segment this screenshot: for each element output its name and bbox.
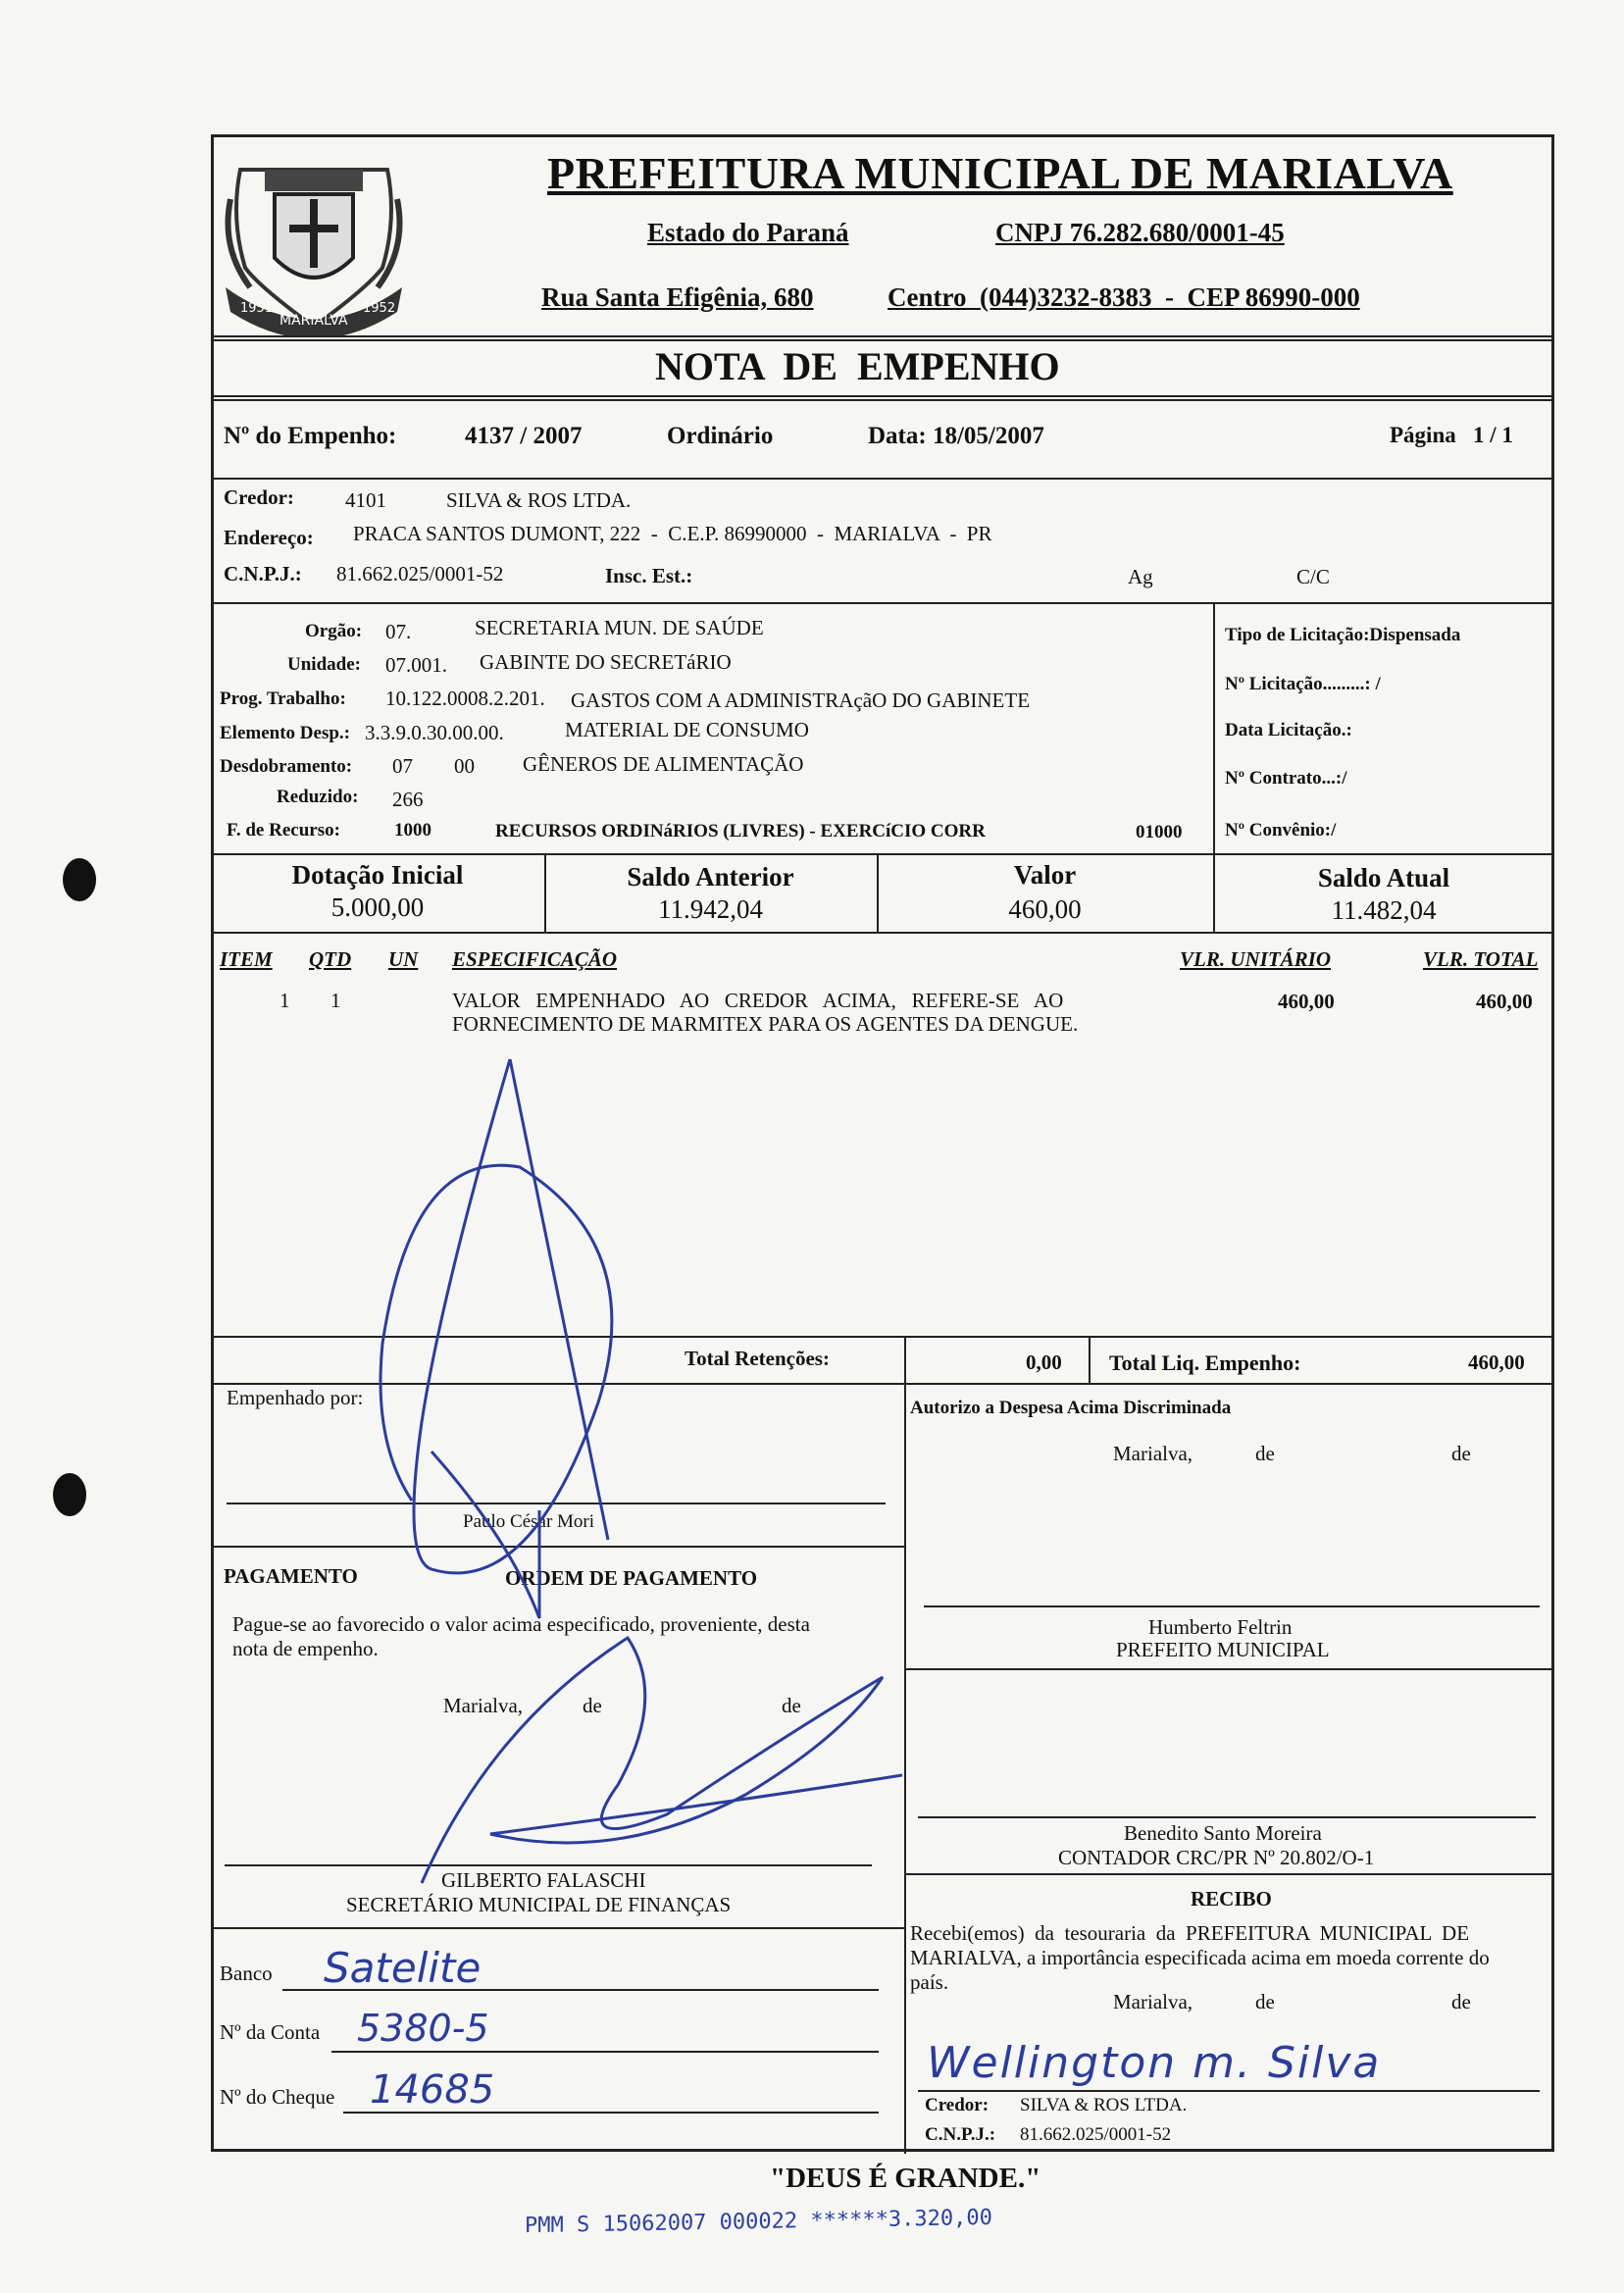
address-label: Rua Santa Efigênia, 680 xyxy=(541,282,814,312)
payment-stamp: PMM S 15062007 000022 ******3.320,00 xyxy=(525,2205,992,2239)
pagamento-de1: de xyxy=(583,1694,602,1717)
items-header-total: VLR. TOTAL xyxy=(1423,947,1539,971)
cc-label: C/C xyxy=(1296,565,1330,588)
cnpj-label: CNPJ 76.282.680/0001-45 xyxy=(995,218,1285,247)
secretario-role: SECRETÁRIO MUNICIPAL DE FINANÇAS xyxy=(346,1893,732,1916)
credor-signature: Wellington m. Silva xyxy=(927,2038,1382,2088)
autorizo-label: Autorizo a Despesa Acima Discriminada xyxy=(910,1398,1232,1418)
item-spec-line1: VALOR EMPENHADO AO CREDOR ACIMA, REFERE-SE AO xyxy=(452,989,1064,1012)
cheque-value[interactable]: 14685 xyxy=(370,2067,495,2113)
elemento-code: 3.3.9.0.30.00.00. xyxy=(365,721,504,744)
unidade-name: GABINTE DO SECRETáRIO xyxy=(480,650,732,674)
unidade-label: Unidade: xyxy=(287,654,361,675)
ag-label: Ag xyxy=(1128,565,1153,588)
valor-value: 460,00 xyxy=(1008,894,1082,924)
item-spec-line2: FORNECIMENTO DE MARMITEX PARA OS AGENTES DA DENGUE. xyxy=(452,1012,1079,1036)
pagamento-text1: Pague-se ao favorecido o valor acima especificado, proveniente, desta xyxy=(232,1612,810,1636)
dotacao-label: Dotação Inicial xyxy=(291,860,464,890)
dotacao-value: 5.000,00 xyxy=(330,892,425,922)
punch-hole xyxy=(53,1473,86,1516)
tipo-licitacao: Tipo de Licitação:Dispensada xyxy=(1225,625,1461,645)
state-label: Estado do Paraná xyxy=(647,218,849,247)
desdobramento-a: 07 xyxy=(392,754,413,778)
saldo-anterior-label: Saldo Anterior xyxy=(627,862,794,892)
autorizo-de1: de xyxy=(1255,1442,1275,1465)
recibo-de2: de xyxy=(1451,1990,1471,2013)
desdobramento-name: GÊNEROS DE ALIMENTAÇÃO xyxy=(523,752,804,776)
page-number: Página 1 / 1 xyxy=(1390,423,1513,447)
saldo-atual-value: 11.482,04 xyxy=(1331,895,1437,925)
fonte-number: 01000 xyxy=(1136,822,1183,842)
contact-label: Centro (044)3232-8383 - CEP 86990-000 xyxy=(888,282,1360,312)
unidade-code: 07.001. xyxy=(385,653,447,677)
items-header-spec: ESPECIFICAÇÃO xyxy=(452,947,618,971)
contador-name: Benedito Santo Moreira xyxy=(1124,1821,1322,1845)
prog-label: Prog. Trabalho: xyxy=(220,688,346,709)
item-qtd: 1 xyxy=(330,989,341,1012)
credor-label: Credor: xyxy=(224,485,294,509)
recibo-de1: de xyxy=(1255,1990,1275,2013)
items-header-item: ITEM xyxy=(220,947,273,971)
punch-hole xyxy=(63,858,96,901)
item-number: 1 xyxy=(279,989,290,1012)
prog-name: GASTOS COM A ADMINISTRAçãO DO GABINETE xyxy=(571,688,1031,712)
items-header-qtd: QTD xyxy=(309,947,352,971)
address-field-label: Endereço: xyxy=(224,526,314,549)
cnpj-field-label: C.N.P.J.: xyxy=(224,562,302,586)
credor-cnpj: 81.662.025/0001-52 xyxy=(336,562,504,586)
fonte-name: RECURSOS ORDINáRIOS (LIVRES) - EXERCíCIO CORR xyxy=(495,821,986,841)
items-header-unit: VLR. UNITÁRIO xyxy=(1180,947,1332,971)
empenho-date: Data: 18/05/2007 xyxy=(868,423,1044,449)
page-title: PREFEITURA MUNICIPAL DE MARIALVA xyxy=(547,148,1453,198)
pagamento-label: PAGAMENTO xyxy=(224,1564,358,1588)
recibo-cnpj-label: C.N.P.J.: xyxy=(925,2124,996,2145)
fonte-label: F. de Recurso: xyxy=(227,820,340,841)
numero-licitacao: Nº Licitação.........: / xyxy=(1225,674,1381,694)
cheque-label: Nº do Cheque xyxy=(220,2085,335,2109)
saldo-atual-label: Saldo Atual xyxy=(1317,863,1450,892)
conta-value[interactable]: 5380-5 xyxy=(357,2007,489,2050)
signature-scribble xyxy=(373,1049,922,1912)
prefeito-name: Humberto Feltrin xyxy=(1148,1615,1293,1639)
banco-value[interactable]: Satelite xyxy=(324,1944,482,1992)
recibo-cnpj: 81.662.025/0001-52 xyxy=(1020,2124,1172,2145)
total-liquido-value: 460,00 xyxy=(1468,1350,1525,1374)
banco-label: Banco xyxy=(220,1962,273,1985)
recibo-text3: país. xyxy=(910,1970,949,1994)
empenhado-label: Empenhado por: xyxy=(227,1386,364,1409)
numero-contrato: Nº Contrato...:/ xyxy=(1225,768,1347,789)
item-unit-value: 460,00 xyxy=(1278,990,1335,1013)
conta-label: Nº da Conta xyxy=(220,2020,321,2044)
recibo-city: Marialva, xyxy=(1113,1990,1193,2013)
credor-code: 4101 xyxy=(345,488,386,512)
insc-est-label: Insc. Est.: xyxy=(605,564,693,587)
data-licitacao: Data Licitação.: xyxy=(1225,720,1352,740)
reduzido-label: Reduzido: xyxy=(277,787,359,807)
svg-text:1952: 1952 xyxy=(363,301,396,316)
orgao-code: 07. xyxy=(385,620,412,643)
credor-name: SILVA & ROS LTDA. xyxy=(446,488,632,512)
total-retencoes-label: Total Retenções: xyxy=(685,1347,830,1370)
empenhado-name: Paulo César Mori xyxy=(463,1511,595,1532)
document-title: NOTA DE EMPENHO xyxy=(655,344,1060,388)
pagamento-city: Marialva, xyxy=(443,1694,524,1717)
prefeito-role: PREFEITO MUNICIPAL xyxy=(1116,1638,1330,1661)
elemento-label: Elemento Desp.: xyxy=(220,723,350,743)
autorizo-de2: de xyxy=(1451,1442,1471,1465)
total-liquido-label: Total Liq. Empenho: xyxy=(1109,1350,1301,1375)
svg-text:1951: 1951 xyxy=(240,301,274,316)
desdobramento-label: Desdobramento: xyxy=(220,756,353,777)
orgao-name: SECRETARIA MUN. DE SAÚDE xyxy=(475,616,764,639)
motto: "DEUS É GRANDE." xyxy=(770,2163,1041,2194)
pagamento-de2: de xyxy=(782,1694,801,1717)
pagamento-text2: nota de empenho. xyxy=(232,1637,379,1660)
numero-convenio: Nº Convênio:/ xyxy=(1225,820,1337,841)
credor-address: PRACA SANTOS DUMONT, 222 - C.E.P. 86990000 - MARIALVA - PR xyxy=(353,522,992,545)
ordem-pagamento-label: ORDEM DE PAGAMENTO xyxy=(505,1566,758,1590)
secretario-name: GILBERTO FALASCHI xyxy=(441,1868,646,1892)
recibo-text1: Recebi(emos) da tesouraria da PREFEITURA MUNICIPAL DE xyxy=(910,1921,1470,1945)
svg-text:MARIALVA: MARIALVA xyxy=(279,313,348,329)
empenho-number: 4137 / 2007 xyxy=(465,423,583,449)
saldo-anterior-value: 11.942,04 xyxy=(658,894,763,924)
fonte-code: 1000 xyxy=(394,820,431,841)
reduzido-value: 266 xyxy=(392,788,424,811)
recibo-title: RECIBO xyxy=(1191,1887,1272,1911)
desdobramento-b: 00 xyxy=(454,754,475,778)
empenho-type: Ordinário xyxy=(667,423,774,449)
item-total-value: 460,00 xyxy=(1476,990,1533,1013)
total-retencoes-value: 0,00 xyxy=(1026,1350,1062,1374)
elemento-name: MATERIAL DE CONSUMO xyxy=(565,718,809,741)
recibo-text2: MARIALVA, a importância especificada acima em moeda corrente do xyxy=(910,1946,1490,1969)
prog-code: 10.122.0008.2.201. xyxy=(385,687,545,710)
valor-label: Valor xyxy=(1013,860,1077,890)
recibo-credor: SILVA & ROS LTDA. xyxy=(1020,2095,1188,2115)
empenho-number-label: Nº do Empenho: xyxy=(224,423,397,449)
autorizo-city: Marialva, xyxy=(1113,1442,1193,1465)
orgao-label: Orgão: xyxy=(305,621,363,641)
items-header-un: UN xyxy=(388,947,419,971)
recibo-credor-label: Credor: xyxy=(925,2095,990,2115)
contador-role: CONTADOR CRC/PR Nº 20.802/O-1 xyxy=(1058,1846,1375,1869)
